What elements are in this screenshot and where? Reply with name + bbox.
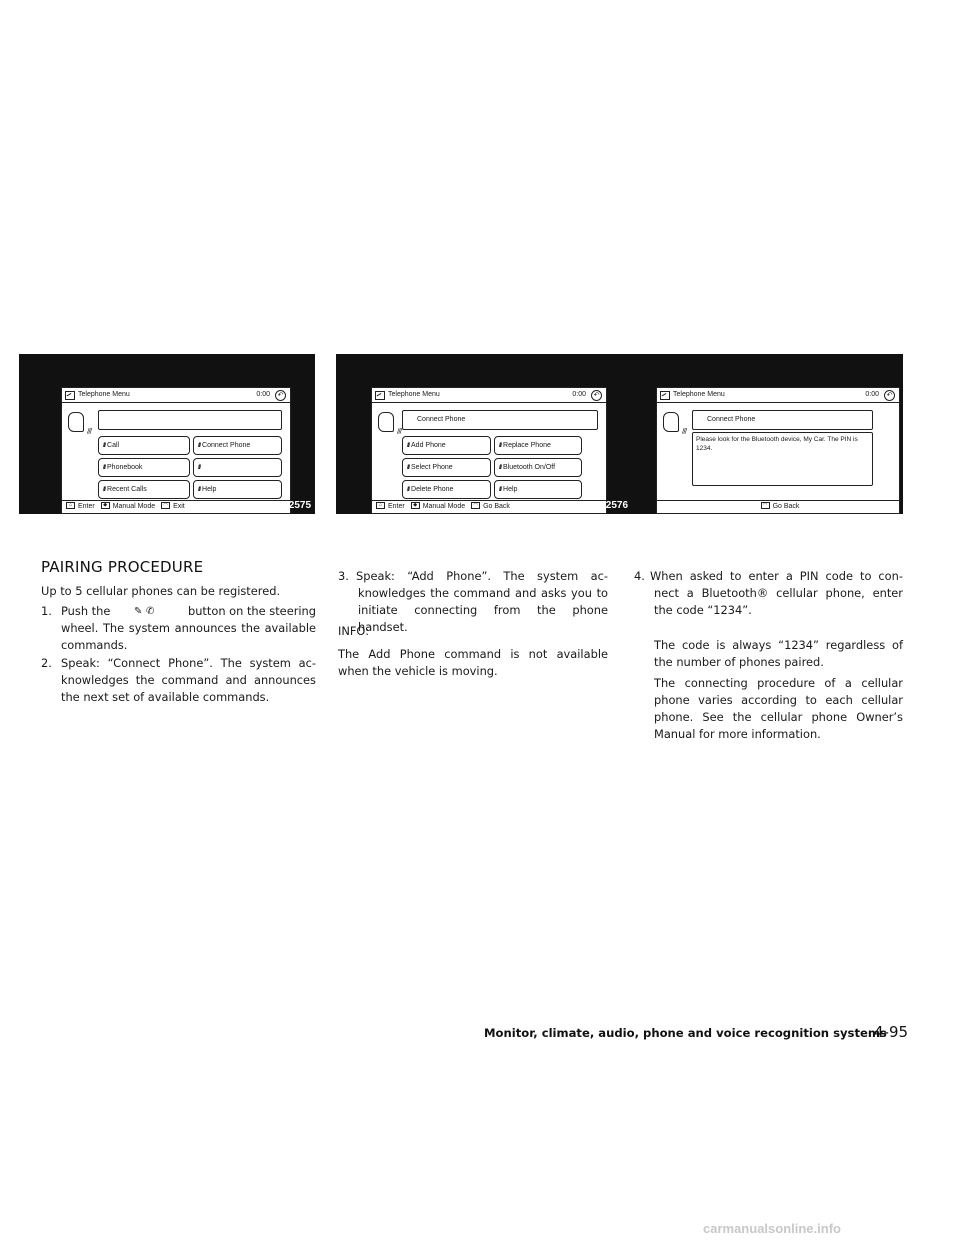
screen-telephone-menu [371,387,607,514]
voice-field: Connect Phone [402,410,598,430]
bluetooth-toggle-button[interactable]: /// Bluetooth On/Off [494,458,582,477]
step-number: 1. [41,604,52,618]
exit-key-icon: ◠ [161,502,170,509]
connect-phone-button[interactable]: /// Connect Phone [193,436,282,455]
step-number: 4. [634,569,645,583]
phonebook-button[interactable]: /// Phonebook [98,458,190,477]
step-text: knowledges the command and asks you to initiate connecting from the phone handset. [358,586,608,634]
replace-phone-button[interactable]: /// Replace Phone [494,436,582,455]
intro-text: Up to 5 cellular phones can be registered. [41,584,281,598]
enter-key-icon: ⌂ [66,502,75,509]
screen-time: 0:00 [572,391,586,398]
back-key-icon: ◠ [471,502,480,509]
talk-phone-icon: ✎ ✆ [134,606,155,617]
figure-saa2577 [630,354,903,514]
step-text: Push the [61,604,111,618]
screen-telephone-menu [656,387,900,514]
voice-head-icon: /// [68,412,84,432]
screen-footer: ⌂ Enter ◆ Manual Mode ◠ Exit [62,500,290,513]
step-4-note: The connecting procedure of a cellular phone varies according to each cellular phone. See the cellular phone Owner’s Manual for more information. [654,676,903,741]
screen-title: Telephone Menu [388,391,440,398]
screen-telephone-menu [61,387,291,514]
figure-code: SAA2577 [855,500,899,511]
info-text: The Add Phone command is not available when the vehicle is moving. [338,647,608,678]
step-text: Speak: “Connect Phone”. The system ac- [61,656,316,670]
delete-phone-button[interactable]: /// Delete Phone [402,480,491,499]
back-icon: ↶ [884,390,895,401]
screen-time: 0:00 [256,391,270,398]
step-text: button on the steering [187,604,316,618]
step-text: When asked to enter a PIN code to con- [650,569,903,583]
step-4-note: The code is always “1234” regardless of the number of phones paired. [654,638,903,669]
screen-header [62,388,290,403]
phone-icon [375,391,385,400]
info-label: INFO: [338,624,370,638]
step-number: 2. [41,656,52,670]
phone-icon [65,391,75,400]
step-text: knowledges the command and announces the next set of available commands. [61,673,316,704]
voice-head-icon: /// [663,412,679,432]
back-icon: ↶ [275,390,286,401]
recent-calls-button[interactable]: /// Recent Calls [98,480,190,499]
manual-key-icon: ◆ [101,502,110,509]
step-text: Speak: “Add Phone”. The system ac- [356,569,608,583]
back-key-icon: ◠ [761,502,770,509]
figure-saa2575 [19,354,315,514]
back-icon: ↶ [591,390,602,401]
step-1 [41,603,316,657]
chapter-title: Monitor, climate, audio, phone and voice recognition systems [484,1026,887,1040]
screen-title: Telephone Menu [673,391,725,398]
enter-key-icon: ⌂ [376,502,385,509]
step-text: nect a Bluetooth® cellular phone, enter the code “1234”. [654,586,903,617]
screen-time: 0:00 [865,391,879,398]
voice-field: Connect Phone [692,410,873,430]
screen-footer: ⌂ Enter ◆ Manual Mode ◠ Go Back [372,500,606,513]
screen-title: Telephone Menu [78,391,130,398]
phone-icon [660,391,670,400]
screen-footer: ◠ Go Back [657,500,899,513]
empty-button[interactable]: /// [193,458,282,477]
screen-header [372,388,606,403]
watermark: carmanualsonline.info [703,1221,841,1236]
figure-code: SAA2575 [267,500,311,511]
figure-code: SAA2576 [584,500,628,511]
voice-head-icon: /// [378,412,394,432]
step-number: 3. [338,569,349,583]
step-text: wheel. The system announces the available commands. [61,621,316,652]
figure-saa2576 [336,354,632,514]
voice-field [98,410,282,430]
step-2 [41,655,316,709]
help-button[interactable]: /// Help [193,480,282,499]
step-4 [634,568,903,622]
pin-message: Please look for the Bluetooth device, My Car. The PIN is 1234. [692,432,873,486]
manual-key-icon: ◆ [411,502,420,509]
section-heading: PAIRING PROCEDURE [41,558,204,576]
select-phone-button[interactable]: /// Select Phone [402,458,491,477]
call-button[interactable]: /// Call [98,436,190,455]
help-button[interactable]: /// Help [494,480,582,499]
add-phone-button[interactable]: /// Add Phone [402,436,491,455]
screen-header [657,388,899,403]
page-number: 4-95 [874,1023,909,1041]
